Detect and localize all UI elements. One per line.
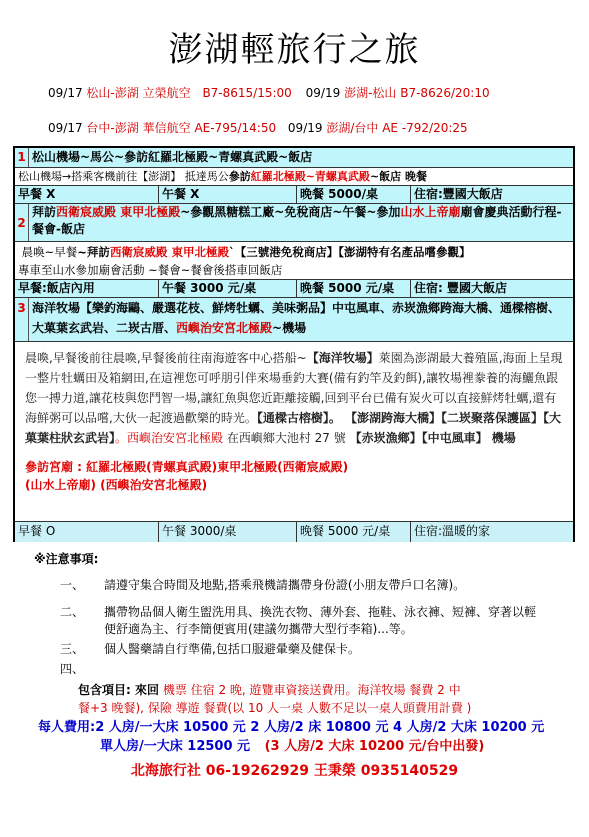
price-line-2 (100, 735, 484, 754)
day2-desc (15, 242, 573, 280)
day3-body-bold: 【通樑古榕樹】 (256, 411, 329, 425)
breakfast: 早餐 O (15, 522, 159, 542)
lunch: 午餐 X (159, 186, 297, 203)
day2-h3: ~參觀黑糖糕工廠~免稅商店~午餐~參加 (180, 205, 401, 219)
day-number: 1 (15, 148, 29, 167)
day3-body-text: 萊園為澎湖最大養殖區,海面上呈現一整片牡蠣田及箱網田,在這裡您可呼朋引伴來場垂釣大賽(備有釣竿及釣餌),讓牧場裡豢養的海鱺魚跟您一搏力道,讓花枝與您鬥智一場,讓紅魚與您近距離接觸,回到平台已備有炭火可以直接鮮烤牡蠣,還有海鮮粥可以品嚐,大伙一起渡過歡樂的時光。 (25, 351, 563, 425)
include-section (78, 681, 548, 717)
note-text: 請遵守集合時間及地點,搭乘飛機請攜帶身份證(小朋友帶戶口名簿)。 (104, 578, 466, 592)
flight-date: 09/17 (48, 86, 83, 100)
price-line-1: 每人費用:2 人房/一大床 10500 元 2 人房/2 床 10800 元 4 人房/2 大床 10200 元 (38, 720, 545, 735)
flight-code: B7-8626/20:10 (400, 86, 490, 100)
flight-line-2 (48, 119, 468, 136)
day3-body (15, 342, 573, 522)
day1-meals (15, 186, 573, 204)
dinner: 晚餐 5000/桌 (297, 186, 411, 203)
notes-title: ※注意事項: (34, 552, 99, 566)
dinner: 晚餐 5000 元/桌 (297, 522, 411, 542)
visit-temples: 紅羅北極殿(青螺真武殿)東甲北極殿(西衛宸威殿) (86, 460, 349, 474)
day1-title: 松山機場~馬公~參訪紅羅北極殿~青螺真武殿~飯店 (32, 150, 313, 164)
day3-visit (25, 458, 565, 494)
hotel: 住宿: 豐國大飯店 (414, 281, 507, 295)
day3-body-temple: 。西嶼治安宮北極殿 (115, 431, 224, 445)
visit-label: 參訪宮廟 : (25, 460, 82, 474)
note-number: 四、 (60, 662, 85, 676)
day1-desc-end: ~飯店 晚餐 (369, 170, 427, 183)
flight-code: AE-795/14:50 (194, 121, 277, 135)
day3-body-bold: 【海洋牧場】 (306, 351, 379, 365)
flight-date: 09/19 (305, 86, 341, 100)
flight-route: 台中-澎湖 (86, 121, 139, 135)
flight-route: 澎湖/台中 (326, 121, 379, 135)
day2-meals (15, 280, 573, 298)
day1-desc-visit: 參訪 (228, 170, 251, 183)
day3-body-text: 晨喚,早餐後前往晨喚,早餐後前往南海遊客中心搭船~ (25, 351, 307, 365)
include-text: 餐+3 晚餐), 保險 導遊 餐費(以 10 人一桌 人數不足以一桌人頭費用計費 ) (78, 701, 472, 715)
day1-header (15, 148, 573, 168)
page-title: 澎湖輕旅行之旅 (168, 30, 421, 70)
flight-date: 09/19 (287, 121, 323, 135)
hotel: 住宿:溫暖的家 (414, 524, 491, 538)
day2-d3: 西衛宸威殿 東甲北極殿 (109, 245, 229, 259)
day2-d1: 晨喚~早餐 (21, 245, 78, 259)
day3-header (15, 298, 573, 342)
day-number: 2 (15, 204, 29, 242)
itinerary-table (13, 146, 575, 542)
note-number: 三、 (60, 642, 85, 656)
flight-route: 澎湖-松山 (344, 86, 397, 100)
day2-h5: 廟會慶典活動行程-餐會-飯店 (32, 205, 562, 236)
day3-body-bold: 。 【澎湖跨海大橋】【二崁聚落保護區】【大菓葉柱狀玄武岩】 (25, 411, 562, 445)
visit-temples: (山水上帝廟) (西嶼治安宮北極殿) (25, 478, 208, 492)
day2-temple: 山水上帝廟 (400, 205, 461, 219)
flight-carrier: 立榮航空 (142, 86, 191, 100)
day3-h3: ~機場 (272, 321, 307, 335)
flight-code: AE -792/20:25 (382, 121, 468, 135)
day3-meals (15, 522, 573, 542)
day2-h1: 拜訪 (32, 205, 57, 219)
agency-contact: 北海旅行社 06-19262929 王秉榮 0935140529 (130, 763, 459, 779)
breakfast: 早餐 X (15, 186, 159, 203)
note-text: 便舒適為主、行李簡便賓用(建議勿攜帶大型行李箱)...等。 (104, 622, 413, 636)
day1-desc (15, 168, 573, 186)
note-number: 一、 (60, 578, 85, 592)
flight-line-1 (48, 84, 490, 101)
day2-temples: 西衛宸威殿 東甲北極殿 (56, 205, 181, 219)
day2-d5: 專車至山水參加廟會活動 ~餐會~餐會後搭車回飯店 (18, 263, 283, 277)
include-text: 機票 住宿 2 晚, 遊覽車資接送費用。海洋牧場 餐費 2 中 (162, 683, 461, 697)
lunch: 午餐 3000/桌 (159, 522, 297, 542)
day3-body-bold: 【赤崁漁鄉】【中屯風車】 機場 (349, 431, 516, 445)
day1-desc-text: 松山機場→搭乘客機前往【澎湖】 抵達馬公 (18, 170, 229, 183)
day3-h1: 海洋牧場【樂釣海鷗、嚴選花枝、鮮烤牡蠣、美味粥品】中屯風車、赤崁漁鄉跨海大橋、通樑榕樹、大菓葉玄武岩、二崁古厝、 (32, 301, 561, 335)
price-triple: (3 人房/2 大床 10200 元/台中出發) (264, 739, 485, 754)
note-text: 個人醫藥請自行準備,包括口服避暈藥及健保卡。 (104, 642, 360, 656)
day1-desc-temples: 紅羅北極殿~青螺真武殿 (250, 170, 370, 183)
hotel: 住宿:豐國大飯店 (414, 187, 503, 201)
day2-d2: ~拜訪 (77, 245, 110, 259)
note-text: 攜帶物品個人衛生盥洗用具、換洗衣物、薄外套、拖鞋、泳衣褲、短褲、穿著以輕 (104, 605, 537, 619)
lunch: 午餐 3000 元/桌 (159, 280, 297, 297)
note-number: 二、 (60, 605, 85, 619)
include-label: 包含項目: 來回 (78, 683, 159, 697)
breakfast: 早餐:飯店內用 (15, 280, 159, 297)
flight-route: 松山-澎湖 (86, 86, 139, 100)
day2-header (15, 204, 573, 242)
flight-code: B7-8615/15:00 (202, 86, 292, 100)
price-single: 單人房/一大床 12500 元 (100, 739, 251, 754)
flight-carrier: 華信航空 (142, 121, 191, 135)
dinner: 晚餐 5000 元/桌 (297, 280, 411, 297)
day3-temple: 西嶼治安宮北極殿 (176, 321, 273, 335)
day-number: 3 (15, 298, 29, 342)
day2-d4: `【三號港免稅商店】【澎湖特有名產品嚐參觀】 (228, 245, 471, 259)
flight-date: 09/17 (48, 121, 83, 135)
day3-body-address: 在西嶼鄉大池村 27 號 (226, 431, 346, 445)
